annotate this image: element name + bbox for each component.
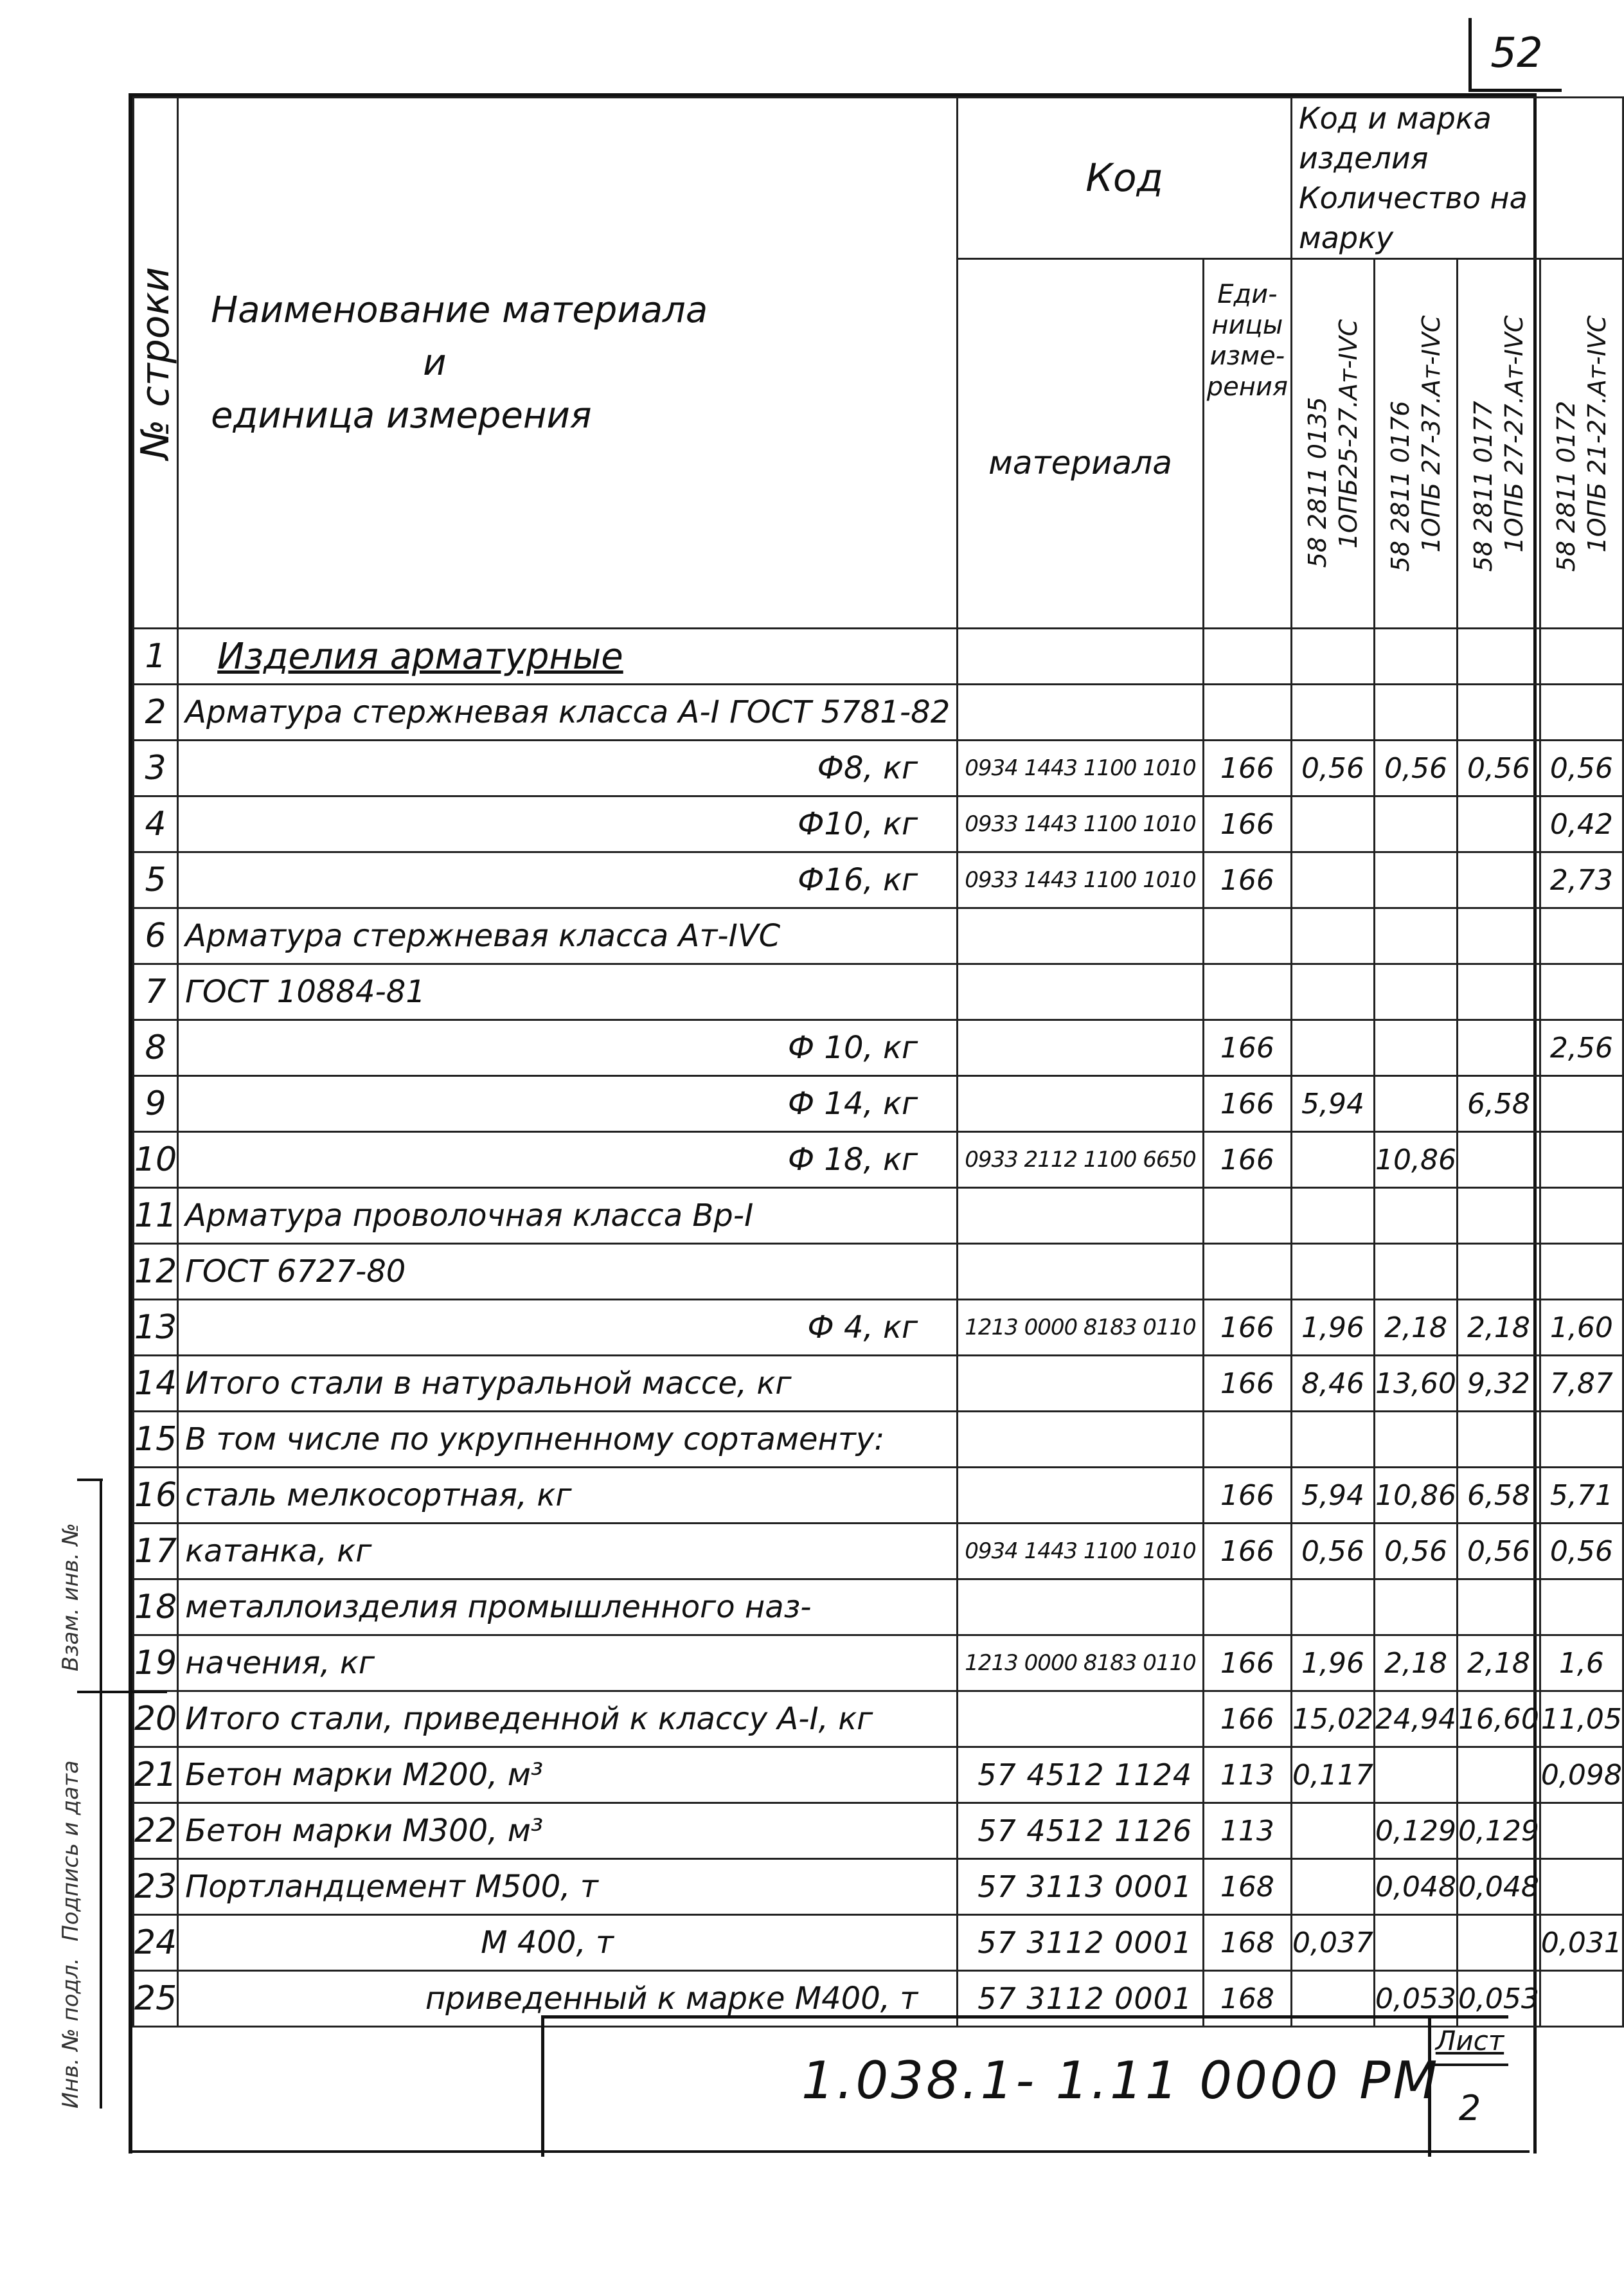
quantity-cell — [1457, 1132, 1540, 1188]
unit-code: 166 — [1203, 741, 1291, 796]
material-code: 57 3113 0001 — [958, 1859, 1204, 1915]
row-number: 4 — [134, 796, 178, 852]
table-row — [134, 1244, 1623, 1300]
quantity-cell: 10,86 — [1374, 1132, 1457, 1188]
table-row — [134, 1300, 1623, 1356]
quantity-cell — [1292, 1188, 1375, 1244]
header-code-group: Код — [958, 98, 1292, 259]
table-row — [134, 1579, 1623, 1635]
row-number: 23 — [134, 1859, 178, 1915]
table-row — [134, 852, 1623, 908]
unit-code — [1203, 629, 1291, 685]
table-row — [134, 1691, 1623, 1747]
unit-code — [1203, 1579, 1291, 1635]
material-name: металлоизделия промышленного наз- — [178, 1579, 958, 1635]
material-name: Ф 14, кг — [178, 1076, 958, 1132]
quantity-cell — [1540, 908, 1623, 964]
material-code — [958, 1691, 1204, 1747]
quantity-cell: 5,94 — [1292, 1468, 1375, 1524]
material-name: Арматура проволочная класса Вр-I — [178, 1188, 958, 1244]
table-row — [134, 1132, 1623, 1188]
quantity-cell: 5,71 — [1540, 1468, 1623, 1524]
quantity-cell — [1292, 1803, 1375, 1859]
material-code — [958, 1579, 1204, 1635]
material-name: Ф 4, кг — [178, 1300, 958, 1356]
header-product-3: 58 2811 0177 1ОПБ 27-27.Ат-IVС — [1457, 259, 1540, 629]
row-number: 5 — [134, 852, 178, 908]
header-product-4: 58 2811 0172 1ОПБ 21-27.Ат-IVС — [1540, 259, 1623, 629]
quantity-cell: 2,18 — [1457, 1300, 1540, 1356]
row-number: 24 — [134, 1915, 178, 1971]
material-code — [958, 1020, 1204, 1076]
table-row — [134, 685, 1623, 741]
unit-code: 166 — [1203, 1468, 1291, 1524]
header-code-material: материала — [958, 259, 1204, 629]
stamp-text-inventory: Инв. № подл. — [58, 1957, 84, 2109]
quantity-cell — [1540, 1971, 1623, 2027]
material-code — [958, 1076, 1204, 1132]
row-number: 20 — [134, 1691, 178, 1747]
table-row — [134, 741, 1623, 796]
stamp-line — [77, 1479, 103, 1481]
table-row — [134, 1635, 1623, 1691]
header-row-1 — [134, 98, 1623, 259]
quantity-cell — [1540, 1412, 1623, 1468]
unit-code: 168 — [1203, 1859, 1291, 1915]
quantity-cell: 0,56 — [1374, 1524, 1457, 1579]
table-row — [134, 1803, 1623, 1859]
quantity-cell — [1374, 1076, 1457, 1132]
unit-code: 113 — [1203, 1747, 1291, 1803]
unit-code: 166 — [1203, 1020, 1291, 1076]
material-code: 57 3112 0001 — [958, 1915, 1204, 1971]
row-number: 10 — [134, 1132, 178, 1188]
row-number: 14 — [134, 1356, 178, 1412]
quantity-cell — [1292, 685, 1375, 741]
quantity-cell: 0,053 — [1457, 1971, 1540, 2027]
quantity-cell — [1540, 1579, 1623, 1635]
material-code: 0934 1443 1100 1010 — [958, 741, 1204, 796]
quantity-cell: 0,129 — [1374, 1803, 1457, 1859]
row-number: 17 — [134, 1524, 178, 1579]
quantity-cell — [1457, 1412, 1540, 1468]
quantity-cell: 2,18 — [1374, 1635, 1457, 1691]
quantity-cell: 2,73 — [1540, 852, 1623, 908]
quantity-cell: 24,94 — [1374, 1691, 1457, 1747]
table-row — [134, 1915, 1623, 1971]
material-name: ГОСТ 6727-80 — [178, 1244, 958, 1300]
quantity-cell — [1457, 1020, 1540, 1076]
table-row — [134, 1412, 1623, 1468]
table-row — [134, 796, 1623, 852]
quantity-cell: 0,56 — [1540, 1524, 1623, 1579]
material-name: катанка, кг — [178, 1524, 958, 1579]
bottom-border — [129, 2150, 1530, 2153]
unit-code — [1203, 1412, 1291, 1468]
quantity-cell — [1374, 1747, 1457, 1803]
row-number: 16 — [134, 1468, 178, 1524]
quantity-cell: 6,58 — [1457, 1468, 1540, 1524]
material-code: 57 3112 0001 — [958, 1971, 1204, 2027]
unit-code: 166 — [1203, 1524, 1291, 1579]
quantity-cell: 11,05 — [1540, 1691, 1623, 1747]
table-row — [134, 964, 1623, 1020]
quantity-cell: 0,037 — [1292, 1915, 1375, 1971]
unit-code — [1203, 685, 1291, 741]
row-number: 7 — [134, 964, 178, 1020]
material-name: Итого стали, приведенной к классу А-I, кг — [178, 1691, 958, 1747]
material-code — [958, 1356, 1204, 1412]
unit-code: 166 — [1203, 1635, 1291, 1691]
quantity-cell — [1292, 1412, 1375, 1468]
table-row — [134, 629, 1623, 685]
material-name: М 400, т — [178, 1915, 958, 1971]
material-code: 0933 1443 1100 1010 — [958, 796, 1204, 852]
unit-code: 168 — [1203, 1915, 1291, 1971]
material-code: 1213 0000 8183 0110 — [958, 1635, 1204, 1691]
quantity-cell: 1,6 — [1540, 1635, 1623, 1691]
unit-code: 166 — [1203, 852, 1291, 908]
quantity-cell: 10,86 — [1374, 1468, 1457, 1524]
quantity-cell — [1457, 908, 1540, 964]
quantity-cell: 1,96 — [1292, 1300, 1375, 1356]
sheet-box — [1428, 2019, 1508, 2157]
header-product-2: 58 2811 0176 1ОПБ 27-37.Ат-IVС — [1374, 259, 1457, 629]
material-name: Ф10, кг — [178, 796, 958, 852]
table-row — [134, 1524, 1623, 1579]
quantity-cell — [1457, 1579, 1540, 1635]
quantity-cell: 0,048 — [1457, 1859, 1540, 1915]
quantity-cell: 0,048 — [1374, 1859, 1457, 1915]
quantity-cell: 8,46 — [1292, 1356, 1375, 1412]
material-name: сталь мелкосортная, кг — [178, 1468, 958, 1524]
material-code: 57 4512 1126 — [958, 1803, 1204, 1859]
material-code: 1213 0000 8183 0110 — [958, 1300, 1204, 1356]
table-row — [134, 1747, 1623, 1803]
quantity-cell — [1374, 852, 1457, 908]
quantity-cell — [1540, 1244, 1623, 1300]
quantity-cell — [1457, 1188, 1540, 1244]
quantity-cell — [1374, 1020, 1457, 1076]
table-row — [134, 1188, 1623, 1244]
stamp-line — [77, 1691, 167, 1693]
unit-code: 166 — [1203, 1356, 1291, 1412]
quantity-cell: 9,32 — [1457, 1356, 1540, 1412]
quantity-cell: 15,02 — [1292, 1691, 1375, 1747]
sheet-label: Лист — [1431, 2019, 1508, 2066]
material-name: Ф 10, кг — [178, 1020, 958, 1076]
material-code: 0934 1443 1100 1010 — [958, 1524, 1204, 1579]
header-row-number: № строки — [134, 98, 178, 629]
row-number: 19 — [134, 1635, 178, 1691]
row-number: 8 — [134, 1020, 178, 1076]
table-row — [134, 1859, 1623, 1915]
row-number: 11 — [134, 1188, 178, 1244]
left-stamp — [39, 1479, 116, 2121]
quantity-cell: 0,56 — [1292, 741, 1375, 796]
table-row — [134, 908, 1623, 964]
material-name: Ф16, кг — [178, 852, 958, 908]
row-number: 1 — [134, 629, 178, 685]
sheet-number: 52 — [1468, 18, 1562, 92]
quantity-cell — [1292, 964, 1375, 1020]
row-number: 6 — [134, 908, 178, 964]
quantity-cell — [1292, 1859, 1375, 1915]
material-name: Бетон марки М200, м³ — [178, 1747, 958, 1803]
row-number: 2 — [134, 685, 178, 741]
row-number: 25 — [134, 1971, 178, 2027]
quantity-cell — [1540, 1859, 1623, 1915]
quantity-cell — [1292, 852, 1375, 908]
row-number: 18 — [134, 1579, 178, 1635]
unit-code — [1203, 1244, 1291, 1300]
quantity-cell: 0,098 — [1540, 1747, 1623, 1803]
quantity-cell: 2,18 — [1457, 1635, 1540, 1691]
sheet-value: 2 — [1458, 2088, 1481, 2128]
materials-table — [132, 96, 1624, 2028]
quantity-cell — [1457, 1244, 1540, 1300]
material-name: ГОСТ 10884-81 — [178, 964, 958, 1020]
unit-code — [1203, 1188, 1291, 1244]
quantity-cell — [1457, 1747, 1540, 1803]
quantity-cell: 7,87 — [1540, 1356, 1623, 1412]
material-code — [958, 1412, 1204, 1468]
quantity-cell — [1292, 796, 1375, 852]
material-name: Бетон марки М300, м³ — [178, 1803, 958, 1859]
material-name: Арматура стержневая класса А-I ГОСТ 5781-82 — [178, 685, 958, 741]
material-name: Ф8, кг — [178, 741, 958, 796]
quantity-cell — [1457, 964, 1540, 1020]
quantity-cell: 0,56 — [1457, 741, 1540, 796]
quantity-cell — [1540, 1803, 1623, 1859]
header-material-name: Наименование материала и единица измерения — [178, 98, 958, 629]
quantity-cell: 0,56 — [1457, 1524, 1540, 1579]
quantity-cell — [1540, 1076, 1623, 1132]
quantity-cell — [1457, 796, 1540, 852]
quantity-cell — [1374, 1412, 1457, 1468]
quantity-cell — [1374, 908, 1457, 964]
table-row — [134, 1076, 1623, 1132]
quantity-cell — [1374, 1915, 1457, 1971]
material-name: приведенный к марке М400, т — [178, 1971, 958, 2027]
document-code: 1.038.1- 1.11 0000 РМ — [801, 2051, 1440, 2110]
stamp-line — [100, 1479, 102, 2109]
row-number: 9 — [134, 1076, 178, 1132]
title-block — [541, 2015, 1508, 2157]
material-name: Портландцемент М500, т — [178, 1859, 958, 1915]
quantity-cell: 0,117 — [1292, 1747, 1375, 1803]
quantity-cell — [1457, 852, 1540, 908]
quantity-cell — [1540, 1188, 1623, 1244]
unit-code: 166 — [1203, 1691, 1291, 1747]
unit-code — [1203, 908, 1291, 964]
quantity-cell: 2,56 — [1540, 1020, 1623, 1076]
quantity-cell — [1292, 1020, 1375, 1076]
unit-code: 166 — [1203, 1076, 1291, 1132]
row-number: 21 — [134, 1747, 178, 1803]
quantity-cell: 16,60 — [1457, 1691, 1540, 1747]
quantity-cell — [1457, 1915, 1540, 1971]
quantity-cell: 5,94 — [1292, 1076, 1375, 1132]
quantity-cell — [1292, 1579, 1375, 1635]
material-code — [958, 1188, 1204, 1244]
table-row — [134, 1356, 1623, 1412]
quantity-cell: 0,129 — [1457, 1803, 1540, 1859]
quantity-cell — [1292, 1132, 1375, 1188]
unit-code: 166 — [1203, 1132, 1291, 1188]
quantity-cell: 2,18 — [1374, 1300, 1457, 1356]
quantity-cell — [1374, 964, 1457, 1020]
unit-code: 166 — [1203, 796, 1291, 852]
material-code: 0933 1443 1100 1010 — [958, 852, 1204, 908]
table-row — [134, 1468, 1623, 1524]
quantity-cell — [1457, 629, 1540, 685]
material-code — [958, 908, 1204, 964]
material-name: Итого стали в натуральной массе, кг — [178, 1356, 958, 1412]
unit-code — [1203, 964, 1291, 1020]
quantity-cell: 0,42 — [1540, 796, 1623, 852]
quantity-cell — [1540, 964, 1623, 1020]
quantity-cell — [1374, 1188, 1457, 1244]
quantity-cell: 13,60 — [1374, 1356, 1457, 1412]
quantity-cell — [1292, 629, 1375, 685]
unit-code: 168 — [1203, 1971, 1291, 2027]
quantity-cell — [1457, 685, 1540, 741]
stamp-text-replace: Взам. инв. № — [58, 1523, 84, 1671]
material-name: Изделия арматурные — [178, 629, 958, 685]
stamp-text-signature: Подпись и дата — [58, 1760, 84, 1941]
quantity-cell — [1292, 1244, 1375, 1300]
quantity-cell: 0,56 — [1540, 741, 1623, 796]
quantity-cell — [1540, 685, 1623, 741]
row-number: 15 — [134, 1412, 178, 1468]
quantity-cell — [1292, 908, 1375, 964]
row-number: 13 — [134, 1300, 178, 1356]
header-product-1: 58 2811 0135 1ОПБ25-27.Ат-IVС — [1292, 259, 1375, 629]
quantity-cell: 1,60 — [1540, 1300, 1623, 1356]
quantity-cell — [1374, 796, 1457, 852]
quantity-cell — [1374, 1244, 1457, 1300]
row-number: 22 — [134, 1803, 178, 1859]
quantity-cell — [1374, 685, 1457, 741]
material-name: Ф 18, кг — [178, 1132, 958, 1188]
material-code — [958, 1468, 1204, 1524]
material-code — [958, 685, 1204, 741]
unit-code: 113 — [1203, 1803, 1291, 1859]
material-code — [958, 964, 1204, 1020]
material-code — [958, 1244, 1204, 1300]
row-number: 3 — [134, 741, 178, 796]
material-code — [958, 629, 1204, 685]
quantity-cell — [1540, 629, 1623, 685]
quantity-cell: 0,56 — [1292, 1524, 1375, 1579]
unit-code: 166 — [1203, 1300, 1291, 1356]
quantity-cell — [1374, 1579, 1457, 1635]
header-unit: Еди-ницы изме-рения — [1203, 259, 1291, 629]
quantity-cell: 0,031 — [1540, 1915, 1623, 1971]
material-name: Арматура стержневая класса Ат-IVС — [178, 908, 958, 964]
table-row — [134, 1020, 1623, 1076]
quantity-cell — [1540, 1132, 1623, 1188]
material-code: 0933 2112 1100 6650 — [958, 1132, 1204, 1188]
material-name: В том числе по укрупненному сортаменту: — [178, 1412, 958, 1468]
row-number: 12 — [134, 1244, 178, 1300]
material-code: 57 4512 1124 — [958, 1747, 1204, 1803]
quantity-cell — [1374, 629, 1457, 685]
header-product-group: Код и марка изделия Количество на марку — [1292, 98, 1623, 259]
quantity-cell: 6,58 — [1457, 1076, 1540, 1132]
quantity-cell: 1,96 — [1292, 1635, 1375, 1691]
quantity-cell: 0,053 — [1374, 1971, 1457, 2027]
quantity-cell: 0,56 — [1374, 741, 1457, 796]
material-name: начения, кг — [178, 1635, 958, 1691]
